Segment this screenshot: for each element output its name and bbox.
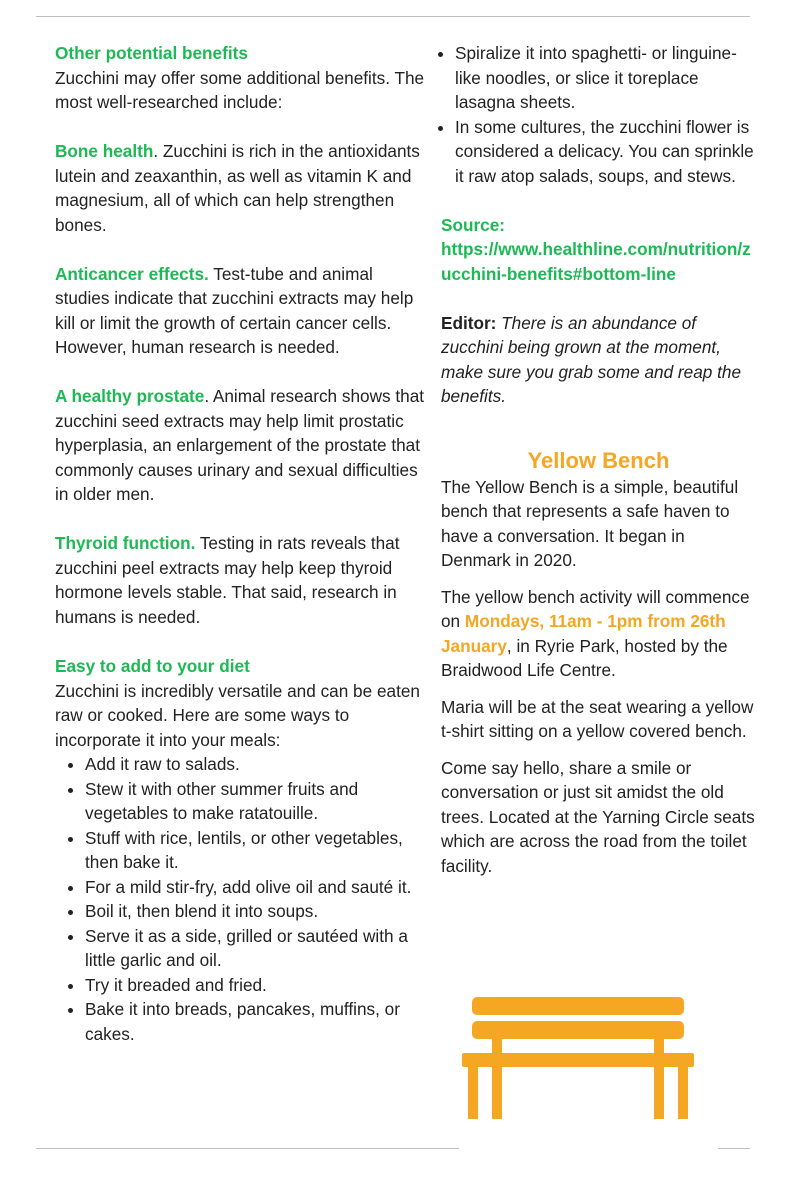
list-item: • Spiralize it into spaghetti- or linguine-like noodles, or slice it toreplace lasagna sheets. <box>455 41 756 115</box>
anticancer-text: Test-tube and animal studies indicate that zucchini extracts may help kill or limit the growth of certain cancer cells. However, human research is needed. <box>55 263 414 357</box>
yb-schedule-highlight: Mondays, 11am - 1pm from 26th January <box>441 611 726 656</box>
other-benefits-intro: Zucchini may offer some additional benefits. The most well-researched include: <box>55 67 425 112</box>
editor-label: Editor: <box>441 312 497 333</box>
yellow-bench-p2 <box>441 585 756 683</box>
source-link[interactable]: https://www.healthline.com/nutrition/zucchini-benefits#bottom-line <box>441 239 751 284</box>
list-item: • For a mild stir-fry, add olive oil and sauté it. <box>85 875 425 900</box>
bone-health-heading: Bone health <box>55 141 154 161</box>
list-item: • Add it raw to salads. <box>85 752 425 777</box>
thyroid-heading: Thyroid function. <box>55 533 196 553</box>
prostate-heading: A healthy prostate <box>55 386 205 406</box>
list-item: • In some cultures, the zucchini flower is considered a delicacy. You can sprinkle it raw atop salads, soups, and stews. <box>455 115 756 189</box>
list-item: • Try it breaded and fried. <box>85 973 425 998</box>
diet-heading <box>55 654 425 679</box>
bone-health-paragraph <box>55 139 425 237</box>
anticancer-paragraph <box>55 262 425 360</box>
bottom-rule-right <box>718 1148 750 1149</box>
editor-note <box>441 311 756 409</box>
diet-heading-text: Easy to add to your diet <box>55 656 250 676</box>
right-column <box>441 41 756 878</box>
yellow-bench-p4: Come say hello, share a smile or conversation or just sit amidst the old trees. Located at the Yarning Circle seats which are across the road from the toilet facility. <box>441 757 755 876</box>
diet-list-continued <box>425 41 756 188</box>
thyroid-paragraph <box>55 531 425 629</box>
editor-text: There is an abundance of zucchini being grown at the moment, make sure you grab some and reap the benefits. <box>441 312 742 406</box>
yellow-bench-p1: The Yellow Bench is a simple, beautiful bench that represents a safe haven to have a conversation. It began in Denmark in 2020. <box>441 476 739 570</box>
thyroid-text: Testing in rats reveals that zucchini peel extracts may help keep thyroid hormone levels stable. That said, research in humans is needed. <box>55 533 400 627</box>
diet-intro: Zucchini is incredibly versatile and can be eaten raw or cooked. Here are some ways to incorporate it into your meals: <box>55 680 420 750</box>
source-label: Source: <box>441 214 505 235</box>
yb-p2-before: The yellow bench activity will commence on <box>441 586 750 631</box>
prostate-paragraph <box>55 384 425 507</box>
other-benefits-heading: Other potential benefits <box>55 43 248 63</box>
bone-health-text: . Zucchini is rich in the antioxidants lutein and zeaxanthin, as well as vitamin K and magnesium, all of which can help strengthen bones. <box>55 141 420 235</box>
yellow-bench-p3: Maria will be at the seat wearing a yellow t-shirt sitting on a yellow covered bench. <box>441 696 754 741</box>
yb-p2-after: , in Ryrie Park, hosted by the Braidwood Life Centre. <box>441 635 728 680</box>
list-item: • Stuff with rice, lentils, or other vegetables, then bake it. <box>85 826 425 875</box>
top-rule <box>36 16 750 17</box>
left-column <box>55 41 425 1046</box>
diet-list <box>55 752 425 1046</box>
list-item: • Boil it, then blend it into soups. <box>85 899 425 924</box>
bottom-rule-left <box>36 1148 459 1149</box>
list-item: • Bake it into breads, pancakes, muffins, or cakes. <box>85 997 425 1046</box>
yellow-bench-title: Yellow Bench <box>527 447 670 473</box>
prostate-text: . Animal research shows that zucchini seed extracts may help limit prostatic hyperplasia, an enlargement of the prostate that commonly causes urinary and sexual difficulties in older men. <box>55 386 425 504</box>
list-item: • Serve it as a side, grilled or sautéed with a little garlic and oil. <box>85 924 425 973</box>
anticancer-heading: Anticancer effects. <box>55 263 209 284</box>
bench-icon <box>462 993 694 1119</box>
list-item: • Stew it with other summer fruits and vegetables to make ratatouille. <box>85 777 425 826</box>
